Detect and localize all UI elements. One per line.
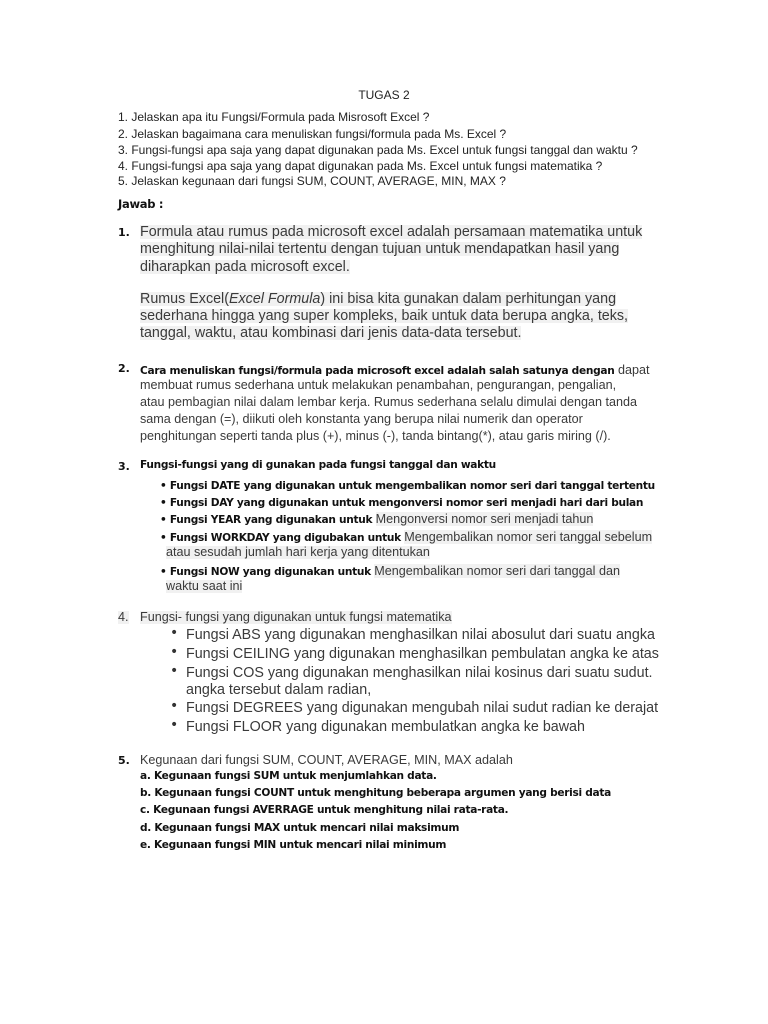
question-item: 3. Fungsi-fungsi apa saja yang dapat digunakan pada Ms. Excel untuk fungsi tanggal dan waktu ?: [118, 143, 638, 157]
math-function-item-cont: angka tersebut dalam radian,: [186, 682, 372, 698]
date-function-item: [160, 529, 652, 545]
text-run: Mengonversi nomor seri menjadi tahun: [375, 512, 594, 526]
date-function-item-cont: waktu saat ini: [166, 579, 243, 593]
bullet-icon: •: [170, 625, 179, 641]
answer1-line: [140, 292, 616, 306]
answer1-line: sederhana hingga yang super kompleks, baik untuk data berupa angka, teks,: [140, 308, 629, 324]
text-run: Rumus Excel(: [140, 291, 229, 307]
bullet-icon: •: [160, 532, 170, 544]
answer-number: 2.: [118, 362, 130, 375]
question-item: 5. Jelaskan kegunaan dari fungsi SUM, COUNT, AVERAGE, MIN, MAX ?: [118, 174, 506, 188]
answer2-line: penghitungan seperti tanda plus (+), minus (-), tanda bintang(*), atau garis miring (/).: [140, 429, 611, 443]
bullet-icon: •: [170, 644, 179, 660]
answer4-heading: Fungsi- fungsi yang digunakan untuk fungsi matematika: [140, 610, 452, 624]
function-usage-item: c. Kegunaan fungsi AVERRAGE untuk menghitung nilai rata-rata.: [140, 804, 509, 816]
question-item: 4. Fungsi-fungsi apa saja yang dapat digunakan pada Ms. Excel untuk fungsi matematika ?: [118, 159, 603, 173]
date-function-item: [160, 477, 655, 493]
answer2-line: membuat rumus sederhana untuk melakukan penambahan, pengurangan, pengalian,: [140, 378, 617, 392]
answer1-line: Formula atau rumus pada microsoft excel adalah persamaan matematika untuk: [140, 224, 643, 240]
document-title: TUGAS 2: [358, 88, 410, 102]
function-usage-item: e. Kegunaan fungsi MIN untuk mencari nilai minimum: [140, 839, 447, 851]
question-item: 2. Jelaskan bagaimana cara menuliskan fungsi/formula pada Ms. Excel ?: [118, 127, 507, 141]
function-usage-item: b. Kegunaan fungsi COUNT untuk menghitung beberapa argumen yang berisi data: [140, 787, 611, 799]
bullet-icon: •: [170, 698, 179, 714]
text-run: Fungsi NOW yang digunakan untuk: [169, 566, 375, 578]
answer-number: 1.: [118, 226, 130, 239]
answer4-number: 4.: [118, 610, 129, 624]
answer1-line: diharapkan pada microsoft excel.: [140, 259, 350, 275]
text-run: Mengembalikan nomor seri tanggal sebelum: [404, 530, 653, 544]
math-function-item: Fungsi FLOOR yang digunakan membulatkan angka ke bawah: [186, 719, 585, 735]
question-item: 1. Jelaskan apa itu Fungsi/Formula pada Misrosoft Excel ?: [118, 110, 430, 124]
text-run: ) ini bisa kita gunakan dalam perhitungan yang: [320, 291, 617, 307]
text-run: dapat: [614, 363, 650, 377]
bullet-icon: •: [160, 497, 170, 509]
math-function-item: Fungsi ABS yang digunakan menghasilkan nilai abosulut dari suatu angka: [186, 627, 655, 643]
math-function-item: Fungsi CEILING yang digunakan menghasilkan pembulatan angka ke atas: [186, 646, 659, 662]
answer1-line: tanggal, waktu, atau kombinasi dari jenis data-data tersebut.: [140, 325, 522, 341]
text-run: Cara menuliskan fungsi/formula pada microsoft excel adalah salah satunya dengan: [140, 365, 615, 377]
text-run: Fungsi DAY yang digunakan untuk mengonversi nomor seri menjadi hari dari bulan: [169, 497, 644, 509]
bullet-icon: •: [160, 566, 170, 578]
date-function-item: [160, 511, 593, 527]
bullet-icon: •: [170, 717, 179, 733]
text-run: Fungsi WORKDAY yang digubakan untuk: [169, 532, 405, 544]
answer5-heading: Kegunaan dari fungsi SUM, COUNT, AVERAGE, MIN, MAX adalah: [140, 753, 513, 767]
italic-term: Excel Formula: [228, 291, 321, 307]
math-function-item: Fungsi COS yang digunakan menghasilkan nilai kosinus dari suatu sudut.: [186, 665, 653, 681]
date-function-item-cont: atau sesudah jumlah hari kerja yang ditentukan: [166, 545, 430, 559]
answer3-heading: Fungsi-fungsi yang di gunakan pada fungsi tanggal dan waktu: [140, 459, 496, 471]
answer-number: 3.: [118, 460, 130, 473]
bullet-icon: •: [160, 480, 170, 492]
text-run: Mengembalikan nomor seri dari tanggal dan: [374, 564, 620, 578]
answer1-line: menghitung nilai-nilai tertentu dengan tujuan untuk mendapatkan hasil yang: [140, 241, 620, 257]
text-run: Fungsi DATE yang digunakan untuk mengembalikan nomor seri dari tanggal tertentu: [169, 480, 655, 492]
text-run: Fungsi YEAR yang digunakan untuk: [169, 514, 376, 526]
date-function-item: [160, 494, 643, 510]
function-usage-item: d. Kegunaan fungsi MAX untuk mencari nilai maksimum: [140, 822, 460, 834]
date-function-item: [160, 563, 620, 579]
function-usage-item: a. Kegunaan fungsi SUM untuk menjumlahkan data.: [140, 770, 437, 782]
math-function-item: Fungsi DEGREES yang digunakan mengubah nilai sudut radian ke derajat: [186, 700, 659, 716]
answers-label: Jawab :: [118, 197, 164, 211]
answer2-line: atau pembagian nilai dalam lembar kerja. Rumus sederhana selalu dimulai dengan tanda: [140, 395, 638, 409]
answer2-line: sama dengan (=), diikuti oleh konstanta yang berupa nilai numerik dan operator: [140, 412, 583, 426]
bullet-icon: •: [160, 514, 170, 526]
bullet-icon: •: [170, 663, 179, 679]
answer2-line: [140, 362, 649, 378]
answer-number: 5.: [118, 754, 130, 767]
